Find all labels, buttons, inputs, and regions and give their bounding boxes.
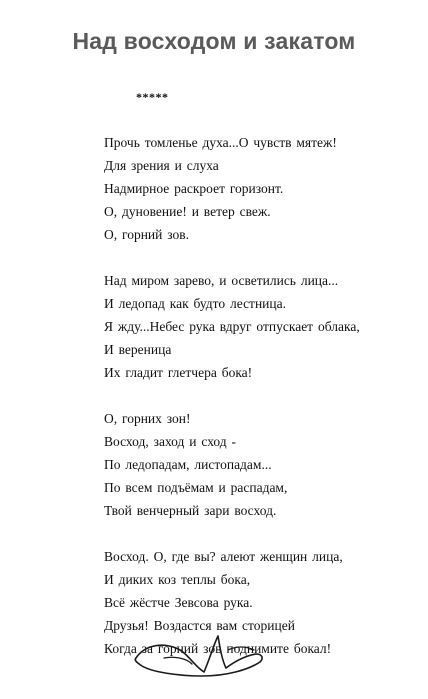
poem-line: Восход, заход и сход -: [104, 434, 237, 449]
stanza-2: [104, 269, 414, 384]
poem-line: По всем подъёмам и распадам,: [104, 480, 288, 495]
signature-stroke: [135, 636, 262, 676]
poem-line: Восход. О, где вы? алеют женщин лица,: [104, 549, 343, 564]
poem-line: Над миром зарево, и осветились лица...: [104, 273, 339, 288]
poem-title: Над восходом и закатом: [72, 28, 356, 54]
poem-line: Прочь томленье духа...О чувств мятеж!: [104, 135, 337, 150]
signature-stroke: [164, 657, 192, 664]
poem-line: Надмирное раскроет горизонт.: [104, 181, 284, 196]
poem-line: Я жду...Небес рука вдруг отпускает облака,: [104, 319, 360, 334]
poem-line: Друзья! Воздастся вам сторицей: [104, 618, 295, 633]
poem-line: Их гладит глетчера бока!: [104, 365, 253, 380]
stanza-1: [104, 131, 414, 246]
poem-line: О, горних зон!: [104, 411, 191, 426]
signature-stroke: [228, 647, 254, 650]
poem-line: По ледопадам, листопадам...: [104, 457, 272, 472]
poem-line: О, дуновение! и ветер свеж.: [104, 204, 271, 219]
poem-line: Всё жёстче Зевсова рука.: [104, 595, 253, 610]
poem-line: И вереница: [104, 342, 172, 357]
stanza-3: [104, 407, 414, 522]
stanza-separator: *****: [136, 90, 169, 104]
poem-line: И диких коз теплы бока,: [104, 572, 251, 587]
poem-line: Когда за горний зов поднимите бокал!: [104, 641, 332, 656]
signature-icon: [130, 628, 270, 680]
poem-line: И ледопад как будто лестница.: [104, 296, 287, 311]
poem-body: [104, 131, 414, 683]
poem-line: О, горний зов.: [104, 227, 190, 242]
poem-line: Твой венчерный зари восход.: [104, 503, 277, 518]
poem-line: Для зрения и слуха: [104, 158, 219, 173]
